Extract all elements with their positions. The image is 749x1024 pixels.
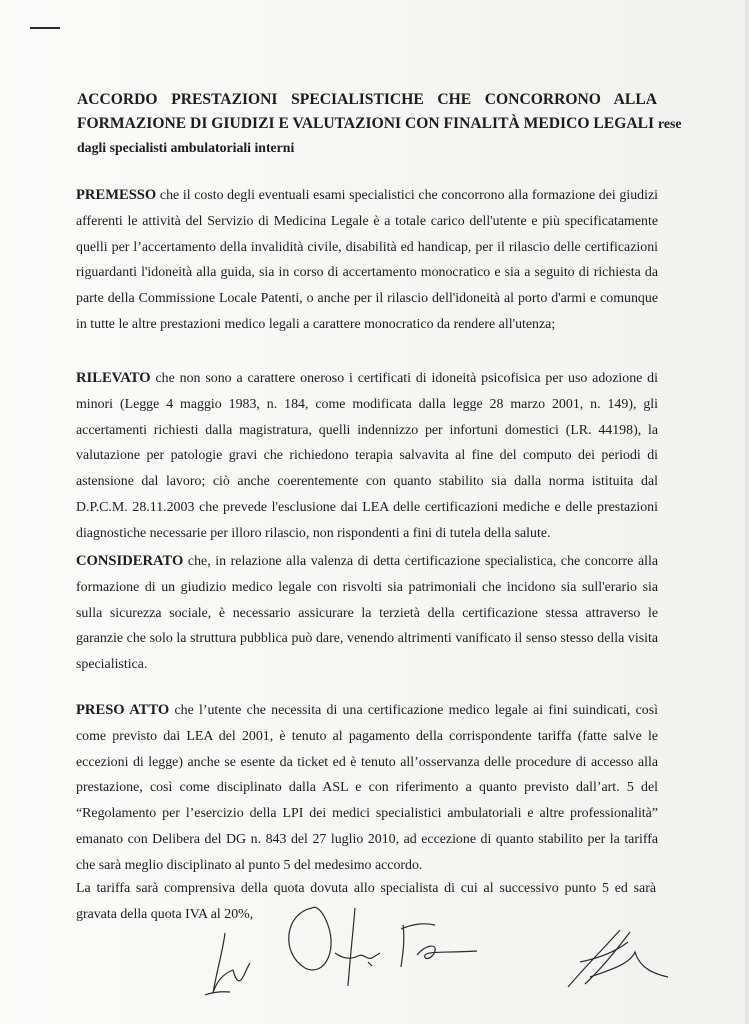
section-lead: RILEVATO [76, 370, 151, 386]
title-line-3: dagli specialisti ambulatoriali interni [77, 140, 295, 155]
section-lead: CONSIDERATO [76, 553, 184, 569]
document-title [77, 88, 682, 160]
title-line-2 [77, 112, 682, 136]
section-lead: PREMESSO [76, 187, 157, 203]
section-text: che il costo degli eventuali esami specialistici che concorrono alla formazione dei giudizi afferenti le attività del Servizio di Medicina Legale è a totale carico dell'utente e più specificatamente quelli per l’accertamento della invalidità civile, disabilità ed handicap, per il rilascio delle certificazioni riguardanti l'idoneità alla guida, sia in corso di accertamento monocratico e sia a seguito di richiesta da parte della Commissione Locale Patenti, o anche per il rilascio dell'idoneità al porto d'armi e comunque in tutte le altre prestazioni medico legali a carattere monocratico da rendere all'utenza; [76, 188, 658, 332]
section-rilevato [76, 366, 658, 547]
section-text: La tariffa sarà comprensiva della quota dovuta allo specialista di cui al successivo punto 5 ed sarà gravata della quota IVA al 20%, [76, 881, 656, 922]
title-line-2-tail: rese [657, 116, 682, 131]
section-considerato [76, 549, 658, 678]
title-line-2-main: FORMAZIONE DI GIUDIZI E VALUTAZIONI CON FINALITÀ MEDICO LEGALI [77, 115, 655, 132]
title-line-1: ACCORDO PRESTAZIONI SPECIALISTICHE CHE CONCORRONO ALLA [77, 91, 657, 108]
signature-4 [560, 922, 680, 992]
signature-1 [195, 925, 285, 1000]
section-text: che non sono a carattere oneroso i certificati di idoneità psicofisica per uso adozione di minori (Legge 4 maggio 1983, n. 184, come modificata dalla legge 28 marzo 2001, n. 149), gli accertamenti richiesti dalla magistratura, quelli indennizzo per infortuni domestici (LR. 44198), la valutazione per patologie gravi che richiedono terapia salvavita al fine del computo dei periodi di astensione dal lavoro; ciò anche coerentemente con quanto stabilito sia dalla norma istituita dal D.P.C.M. 28.11.2003 che prevede l'esclusione dai LEA delle certificazioni mediche e delle prestazioni diagnostiche necessarie per illoro rilascio, non rispondenti a fini di tutela della salute. [76, 371, 658, 541]
section-preso-atto [76, 698, 658, 879]
section-text: che l’utente che necessita di una certificazione medico legale ai fini suindicati, così come previsto dai LEA del 2001, è tenuto al pagamento della corrispondente tariffa (fatte salve le eccezioni di legge) anche se esente da ticket ed è tenuto all’osservanza delle procedure di accesso alla prestazione, così come disciplinato dalla ASL e con riferimento a quanto previsto dall’art. 5 del “Regolamento per l’esercizio della LPI dei medici specialistici ambulatoriali e altre professionalità” emanato con Delibera del DG n. 843 del 27 luglio 2010, ad eccezione di quanto stabilito per la tariffa che sarà meglio disciplinato al punto 5 del medesimo accordo. [76, 703, 658, 873]
page-edge-shadow [745, 0, 749, 1024]
signature-3 [395, 915, 485, 975]
section-premesso [76, 183, 658, 338]
section-text: che, in relazione alla valenza di detta certificazione specialistica, che concorre alla formazione di un giudizio medico legale con risvolti sia patrimoniali che incidono sia sull'erario sia sulla sicurezza sociale, è necessario assicurare la terzietà della certificazione stessa attraverso le garanzie che solo la struttura pubblica può dare, venendo altrimenti vanificato il senso stesso della visita specialistica. [76, 554, 658, 673]
corner-dash-mark [30, 27, 60, 29]
section-lead: PRESO ATTO [76, 702, 170, 718]
signature-2 [280, 898, 390, 993]
